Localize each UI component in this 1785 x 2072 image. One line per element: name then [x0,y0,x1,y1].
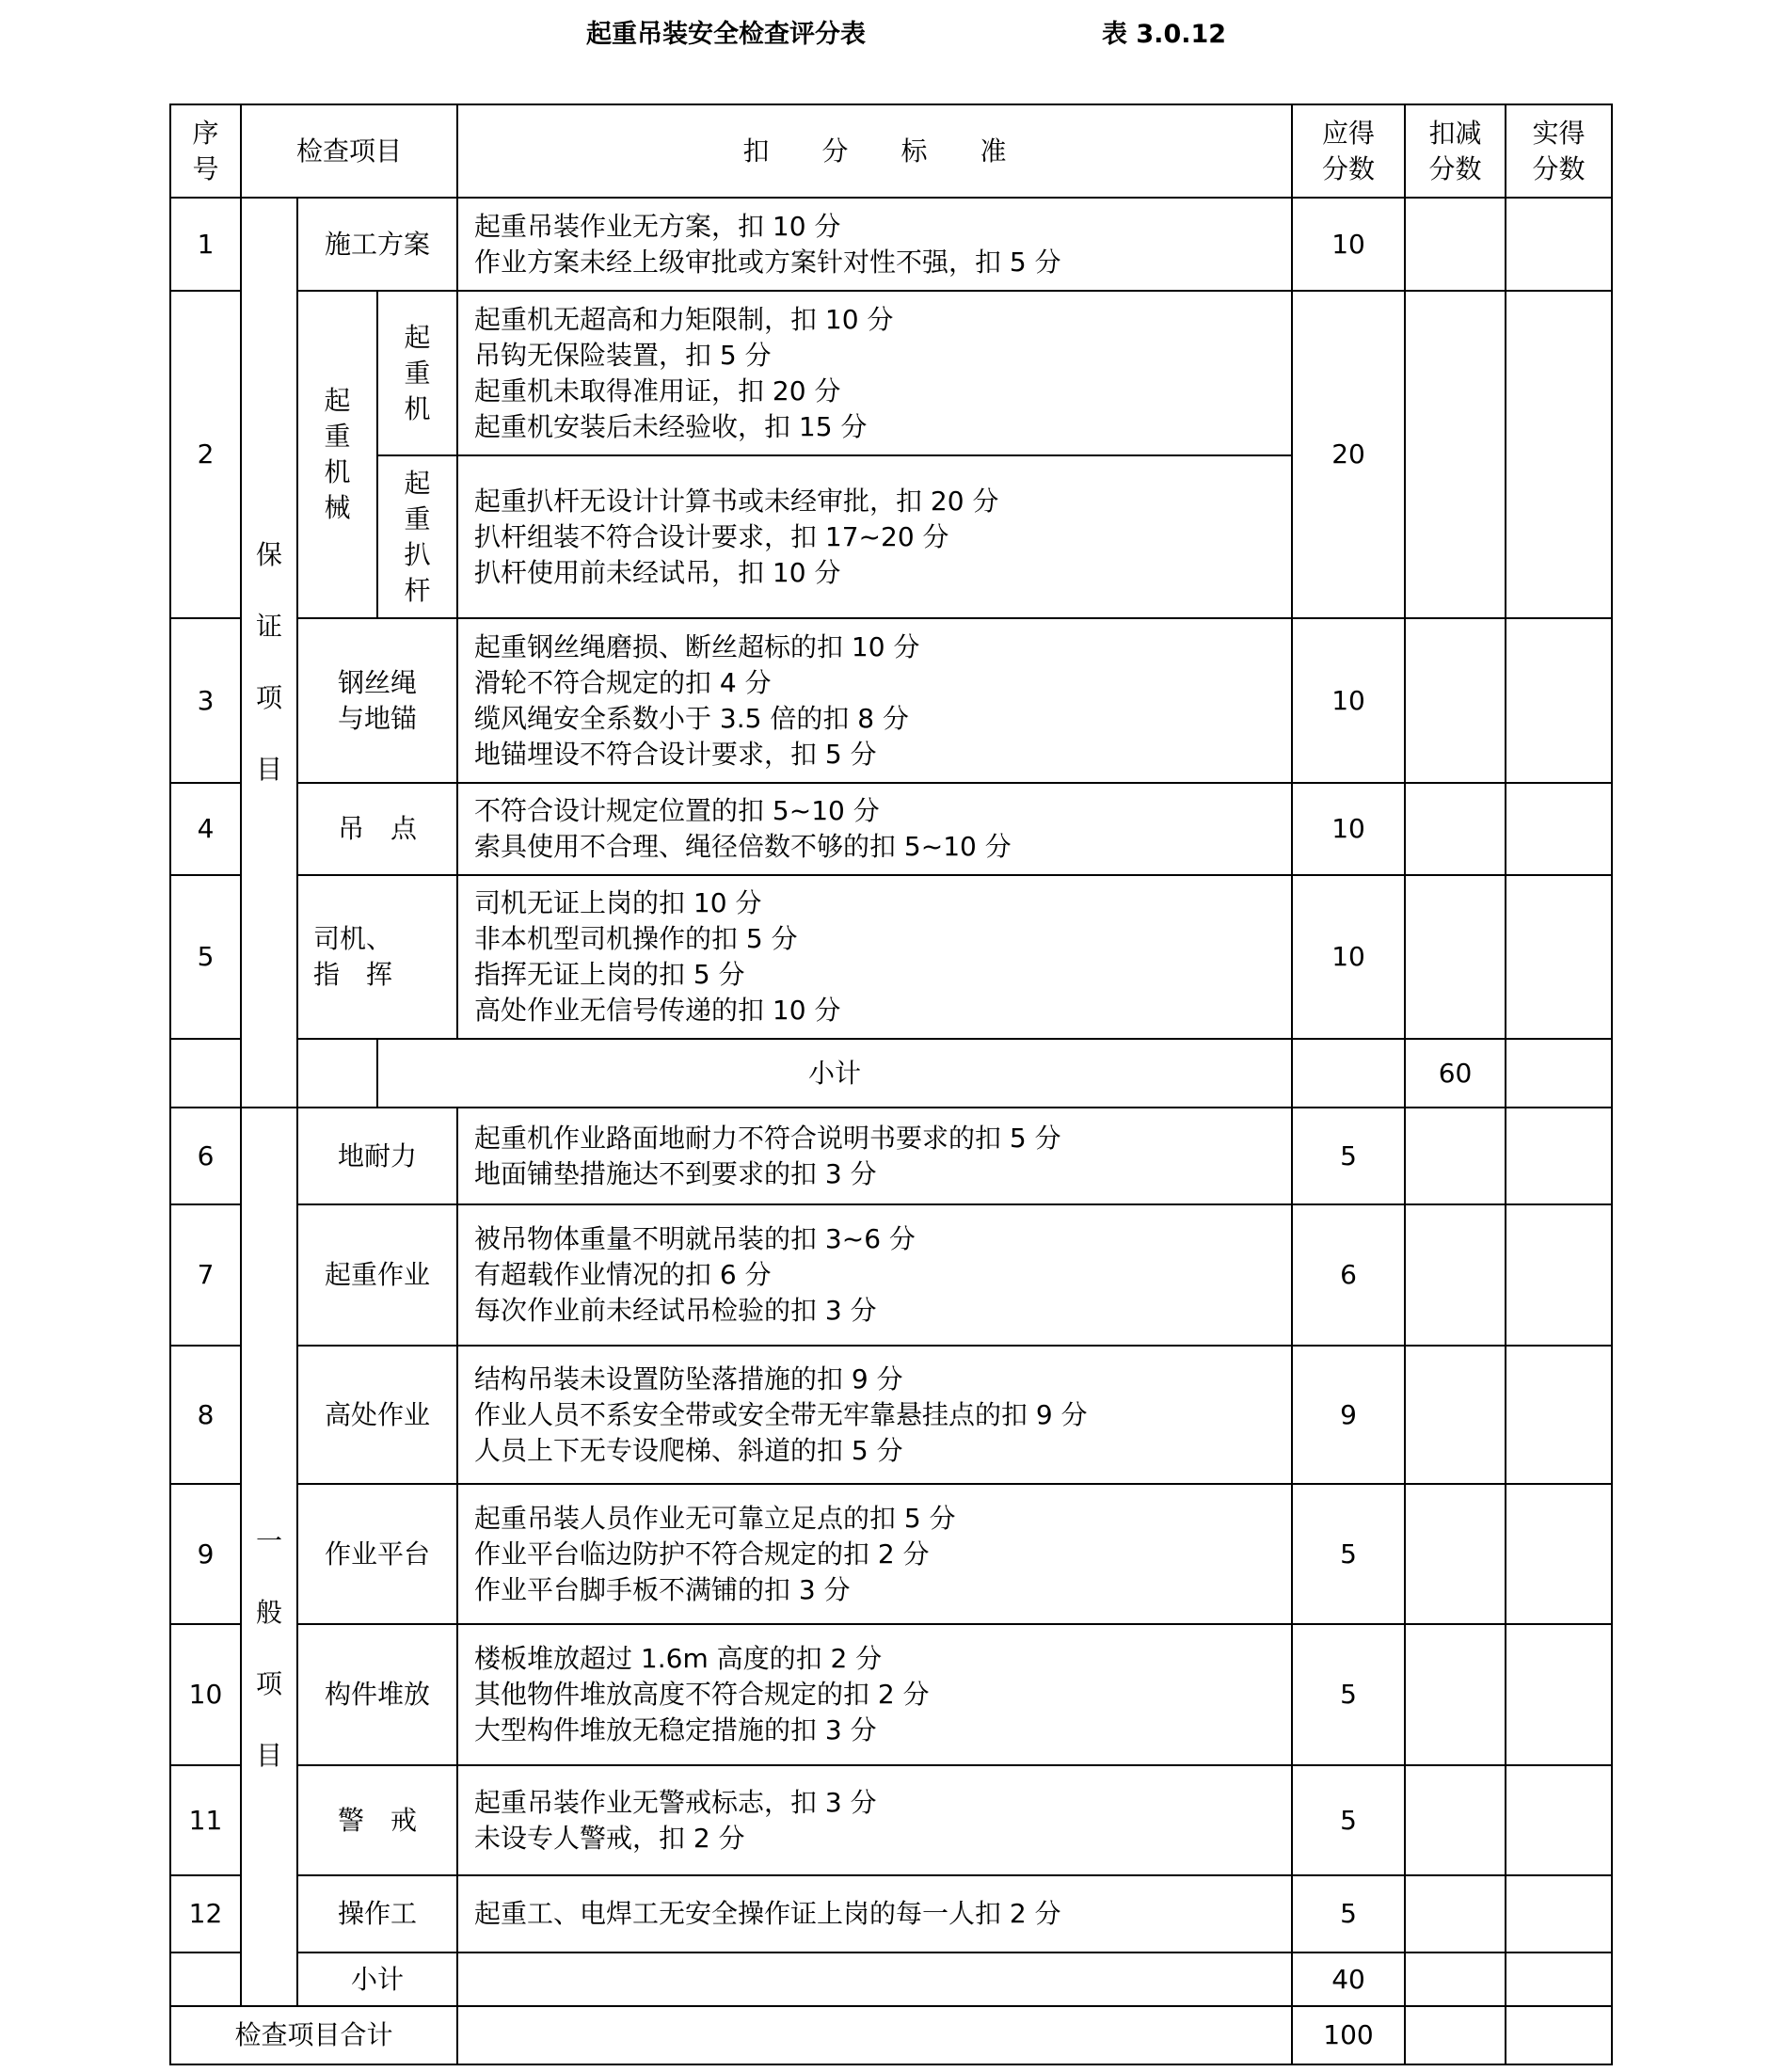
subtotal-row [170,1952,1612,2006]
row-standard: 起重吊装作业无方案，扣 10 分 作业方案未经上级审批或方案针对性不强，扣 5 分 [457,198,1292,291]
category-general: 一 般 项 目 [241,1108,297,2006]
table-row [170,1204,1612,1346]
row-seq: 1 [170,198,241,291]
row-deduct-score[interactable] [1405,1204,1506,1346]
row-item: 吊 点 [297,783,457,875]
total-row [170,2006,1612,2064]
row-seq: 6 [170,1108,241,1204]
row-due-score: 10 [1292,783,1405,875]
header-row [170,104,1612,198]
row-actual-score[interactable] [1506,1484,1612,1624]
row-item: 作业平台 [297,1484,457,1624]
subtotal-label: 小计 [377,1039,1292,1108]
total-due-score: 100 [1292,2006,1405,2064]
row-actual-score[interactable] [1506,1108,1612,1204]
table-row [170,198,1612,291]
row-deduct-score[interactable] [1405,1875,1506,1952]
row-deduct-score[interactable] [1405,1624,1506,1765]
subtotal-row [170,1039,1612,1108]
row-actual-score[interactable] [1506,1624,1612,1765]
subtotal-deduct-score[interactable] [1506,1039,1612,1108]
row-item: 施工方案 [297,198,457,291]
row-actual-score[interactable] [1506,618,1612,783]
subtotal-standard-empty [1292,1039,1405,1108]
header-item: 检查项目 [241,104,457,198]
score-table-container [169,104,1611,2065]
header-deduct-score: 扣减 分数 [1405,104,1506,198]
table-row [170,875,1612,1039]
row-actual-score[interactable] [1506,783,1612,875]
row-standard: 司机无证上岗的扣 10 分 非本机型司机操作的扣 5 分 指挥无证上岗的扣 5 分 高处作业无信号传递的扣 10 分 [457,875,1292,1039]
header-due-score: 应得 分数 [1292,104,1405,198]
row-seq: 10 [170,1624,241,1765]
row-item: 高处作业 [297,1346,457,1484]
row-seq: 5 [170,875,241,1039]
row-deduct-score[interactable] [1405,1484,1506,1624]
total-standard-empty [457,2006,1292,2064]
row-deduct-score[interactable] [1405,783,1506,875]
row-deduct-score[interactable] [1405,1765,1506,1875]
row-standard: 起重扒杆无设计计算书或未经审批，扣 20 分 扒杆组装不符合设计要求，扣 17~20 分 扒杆使用前未经试吊，扣 10 分 [457,455,1292,618]
table-row [170,1765,1612,1875]
header-standard: 扣 分 标 准 [457,104,1292,198]
row-item: 操作工 [297,1875,457,1952]
table-row [170,291,1612,455]
table-row [170,1346,1612,1484]
row-due-score: 5 [1292,1765,1405,1875]
row-due-score: 5 [1292,1108,1405,1204]
page-title: 起重吊装安全检查评分表 [586,20,866,49]
row-due-score: 5 [1292,1484,1405,1624]
subtotal-category-empty [297,1039,377,1108]
row-actual-score[interactable] [1506,291,1612,618]
row-deduct-score[interactable] [1405,1346,1506,1484]
table-number: 表 3.0.12 [1102,20,1227,49]
row-standard: 起重工、电焊工无安全操作证上岗的每一人扣 2 分 [457,1875,1292,1952]
row-due-score: 5 [1292,1624,1405,1765]
row-actual-score[interactable] [1506,1346,1612,1484]
row-item: 起重作业 [297,1204,457,1346]
row-standard: 起重吊装作业无警戒标志，扣 3 分 未设专人警戒，扣 2 分 [457,1765,1292,1875]
row-item: 钢丝绳 与地锚 [297,618,457,783]
subtotal-label: 小计 [297,1952,457,2006]
row-due-score: 5 [1292,1875,1405,1952]
row-due-score: 10 [1292,618,1405,783]
row-due-score: 10 [1292,198,1405,291]
row-deduct-score[interactable] [1405,291,1506,618]
subtotal-standard-empty [457,1952,1292,2006]
row-item: 警 戒 [297,1765,457,1875]
table-row [170,1484,1612,1624]
subtotal-deduct-score[interactable] [1405,1952,1506,2006]
row-standard: 被吊物体重量不明就吊装的扣 3~6 分 有超载作业情况的扣 6 分 每次作业前未经试吊检验的扣 3 分 [457,1204,1292,1346]
category-guarantee: 保 证 项 目 [241,198,297,1108]
row-standard: 楼板堆放超过 1.6m 高度的扣 2 分 其他物件堆放高度不符合规定的扣 2 分 大型构件堆放无稳定措施的扣 3 分 [457,1624,1292,1765]
row-due-score: 10 [1292,875,1405,1039]
row-due-score: 6 [1292,1204,1405,1346]
table-row [170,618,1612,783]
row-due-score: 9 [1292,1346,1405,1484]
row-actual-score[interactable] [1506,198,1612,291]
table-row [170,1624,1612,1765]
row-deduct-score[interactable] [1405,618,1506,783]
row-sub-item: 起 重 扒 杆 [377,455,457,618]
row-standard: 起重吊装人员作业无可靠立足点的扣 5 分 作业平台临边防护不符合规定的扣 2 分 作业平台脚手板不满铺的扣 3 分 [457,1484,1292,1624]
row-actual-score[interactable] [1506,1204,1612,1346]
subtotal-seq-empty [170,1039,241,1108]
table-row [170,1108,1612,1204]
row-seq: 9 [170,1484,241,1624]
table-row [170,1875,1612,1952]
row-standard: 起重机无超高和力矩限制，扣 10 分 吊钩无保险装置，扣 5 分 起重机未取得准用证，扣 20 分 起重机安装后未经验收，扣 15 分 [457,291,1292,455]
row-seq: 12 [170,1875,241,1952]
total-deduct-score[interactable] [1405,2006,1506,2064]
row-seq: 4 [170,783,241,875]
row-item: 地耐力 [297,1108,457,1204]
row-standard: 结构吊装未设置防坠落措施的扣 9 分 作业人员不系安全带或安全带无牢靠悬挂点的扣 9 分 人员上下无专设爬梯、斜道的扣 5 分 [457,1346,1292,1484]
total-actual-score[interactable] [1506,2006,1612,2064]
row-item: 司机、 指 挥 [297,875,457,1039]
row-standard: 起重钢丝绳磨损、断丝超标的扣 10 分 滑轮不符合规定的扣 4 分 缆风绳安全系数小于 3.5 倍的扣 8 分 地锚埋设不符合设计要求，扣 5 分 [457,618,1292,783]
row-due-score: 20 [1292,291,1405,618]
subtotal-seq-empty [170,1952,241,2006]
row-deduct-score[interactable] [1405,198,1506,291]
row-actual-score[interactable] [1506,1875,1612,1952]
row-seq: 8 [170,1346,241,1484]
row-deduct-score[interactable] [1405,875,1506,1039]
total-label: 检查项目合计 [170,2006,457,2064]
row-standard: 不符合设计规定位置的扣 5~10 分 索具使用不合理、绳径倍数不够的扣 5~10 分 [457,783,1292,875]
row-actual-score[interactable] [1506,875,1612,1039]
header-seq: 序 号 [170,104,241,198]
row-seq: 7 [170,1204,241,1346]
subtotal-due-score: 40 [1292,1952,1405,2006]
row-seq: 3 [170,618,241,783]
row-standard: 起重机作业路面地耐力不符合说明书要求的扣 5 分 地面铺垫措施达不到要求的扣 3 分 [457,1108,1292,1204]
row-item-group: 起 重 机 械 [297,291,377,618]
row-seq: 2 [170,291,241,618]
row-deduct-score[interactable] [1405,1108,1506,1204]
subtotal-due-score: 60 [1405,1039,1506,1108]
table-row [170,783,1612,875]
row-sub-item: 起 重 机 [377,291,457,455]
row-item: 构件堆放 [297,1624,457,1765]
score-table [169,104,1613,2065]
row-seq: 11 [170,1765,241,1875]
subtotal-actual-score[interactable] [1506,1952,1612,2006]
row-actual-score[interactable] [1506,1765,1612,1875]
header-actual-score: 实得 分数 [1506,104,1612,198]
